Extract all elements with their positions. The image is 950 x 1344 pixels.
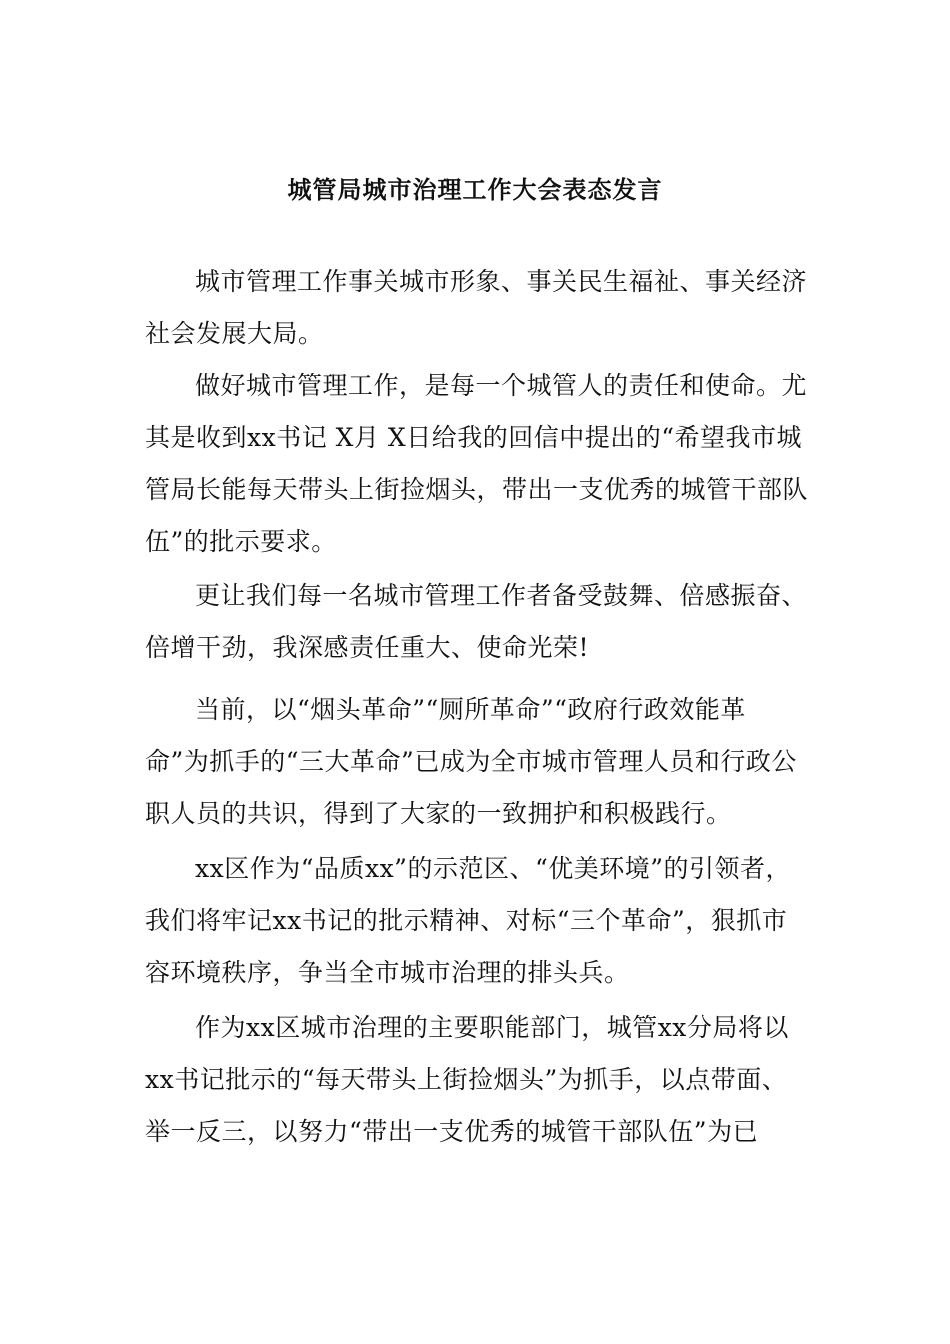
paragraph-6: 作为xx区城市治理的主要职能部门，城管xx分局将以xx书记批示的“每天带头上街捡烟头”为抓手，以点带面、举一反三，以努力“带出一支优秀的城管干部队伍”为已 [145,1013,789,1146]
paragraph-5: xx区作为“品质xx”的示范区、“优美环境”的引领者，我们将牢记xx书记的批示精神、对标“三个革命”，狠抓市容环境秩序，争当全市城市治理的排头兵。 [145,854,792,987]
paragraph-3: 更让我们每一名城市管理工作者备受鼓舞、倍感振奋、倍增干劲，我深感责任重大、使命光荣! [145,581,808,662]
paragraph-2: 做好城市管理工作，是每一个城管人的责任和使命。尤其是收到xx书记 X月 X日给我的回信中提出的“希望我市城管局长能每天带头上街捡烟头，带出一支优秀的城管干部队伍”的批示要求。 [145,371,809,556]
document-title: 城管局城市治理工作大会表态发言 [287,176,663,204]
paragraph-1: 城市管理工作事关城市形象、事关民生福祉、事关经济社会发展大局。 [145,267,808,348]
paragraph-4: 当前，以“烟头革命”“厕所革命”“政府行政效能革命”为抓手的“三大革命”已成为全市城市管理人员和行政公职人员的共识，得到了大家的一致拥护和积极践行。 [145,695,797,828]
